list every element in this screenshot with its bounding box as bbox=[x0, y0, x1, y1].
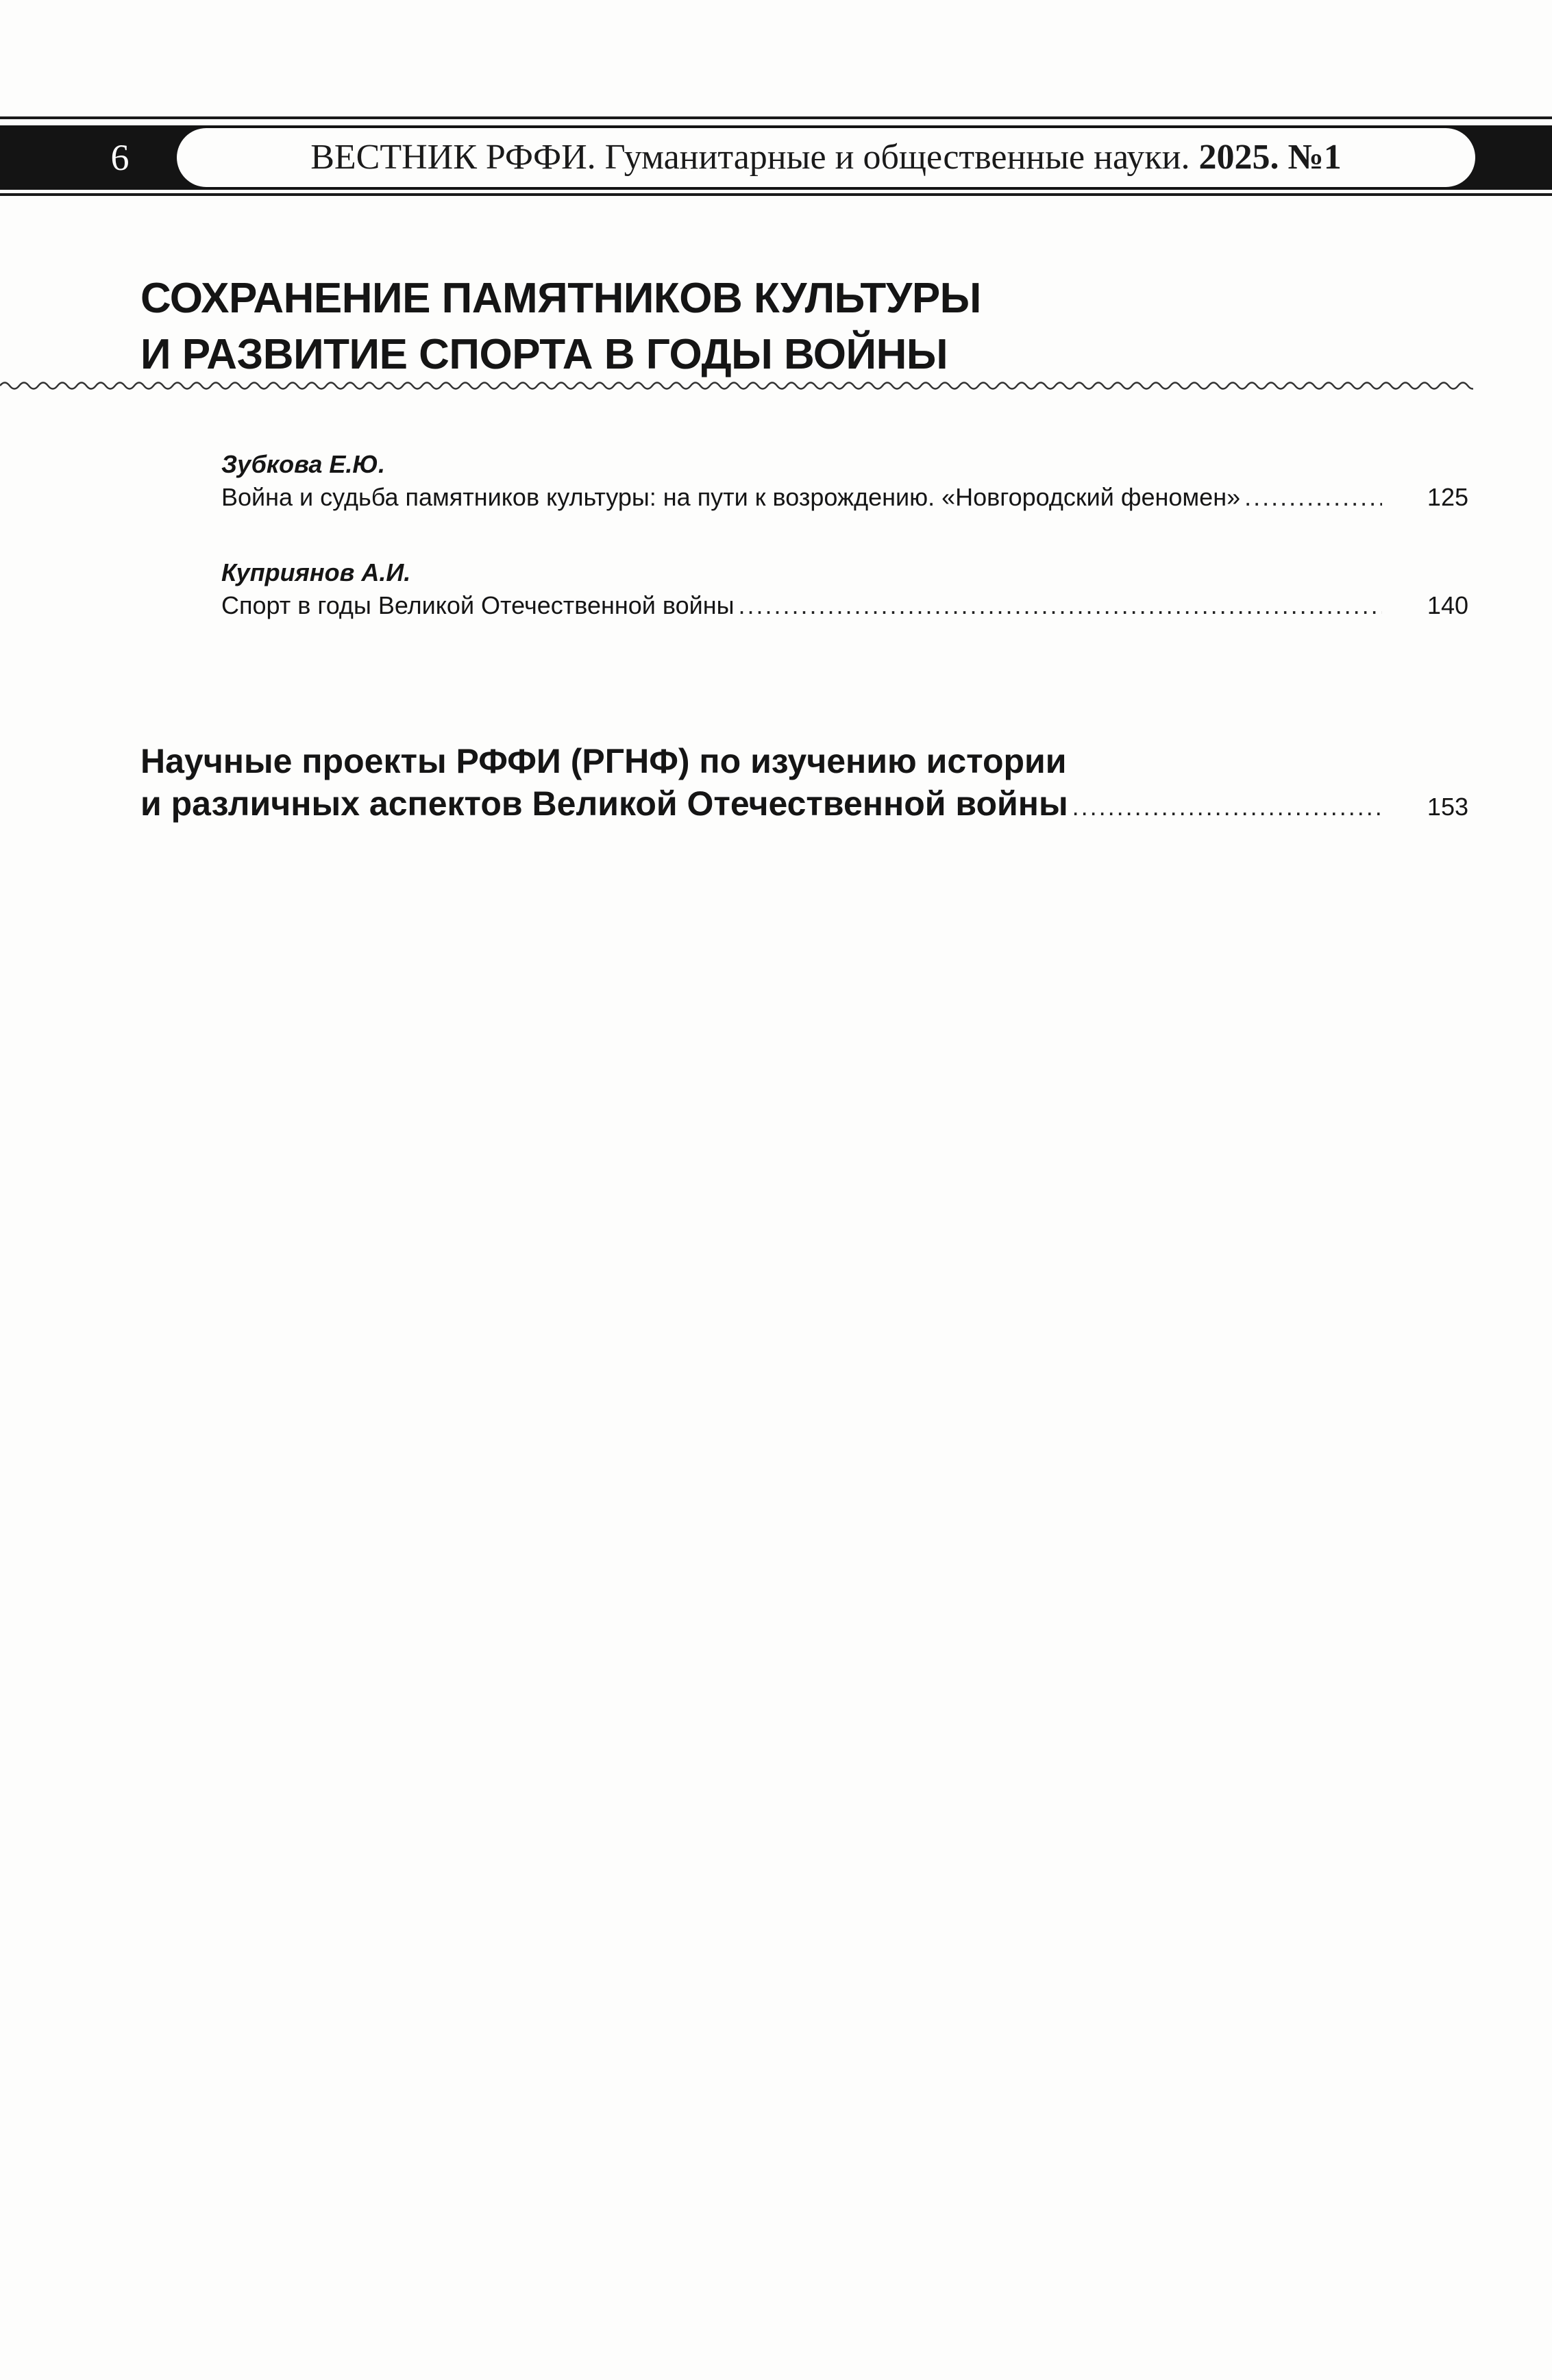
journal-title: ВЕСТНИК РФФИ. Гуманитарные и общественные науки. bbox=[310, 138, 1190, 177]
toc-title-line bbox=[221, 588, 1468, 623]
toc-leader-dots bbox=[1072, 786, 1382, 828]
toc-leader-dots bbox=[738, 588, 1382, 623]
toc-leader-dots bbox=[1244, 480, 1382, 515]
toc-entry[interactable] bbox=[221, 557, 1468, 623]
toc-entry[interactable] bbox=[221, 449, 1468, 515]
header-rule-top bbox=[0, 116, 1552, 119]
section-title bbox=[140, 271, 1442, 383]
toc-author: Зубкова Е.Ю. bbox=[221, 450, 385, 478]
projects-title-line-1: Научные проекты РФФИ (РГНФ) по изучению истории bbox=[140, 742, 1067, 780]
toc-title: Спорт в годы Великой Отечественной войны bbox=[221, 591, 735, 619]
wavy-divider bbox=[0, 378, 1473, 393]
toc-title: Война и судьба памятников культуры: на пути к возрождению. «Новгородский феномен» bbox=[221, 483, 1241, 511]
projects-title-line-2-row bbox=[140, 782, 1468, 828]
toc-author: Куприянов А.И. bbox=[221, 558, 411, 586]
issue-number: 2025. №1 bbox=[1198, 138, 1342, 177]
header-rule-bottom bbox=[0, 193, 1552, 196]
toc-title-line bbox=[221, 480, 1468, 515]
projects-title-line-2: и различных аспектов Великой Отечественной войны bbox=[140, 784, 1068, 823]
projects-page-number: 153 bbox=[1427, 793, 1468, 821]
page-number: 6 bbox=[110, 137, 130, 178]
section-title-line-1: СОХРАНЕНИЕ ПАМЯТНИКОВ КУЛЬТУРЫ bbox=[140, 275, 981, 322]
section-title-line-2: И РАЗВИТИЕ СПОРТА В ГОДЫ ВОЙНЫ bbox=[140, 331, 948, 378]
toc-page-number: 140 bbox=[1427, 591, 1468, 619]
running-header bbox=[177, 128, 1475, 187]
projects-entry[interactable] bbox=[140, 740, 1468, 828]
toc-page-number: 125 bbox=[1427, 483, 1468, 511]
